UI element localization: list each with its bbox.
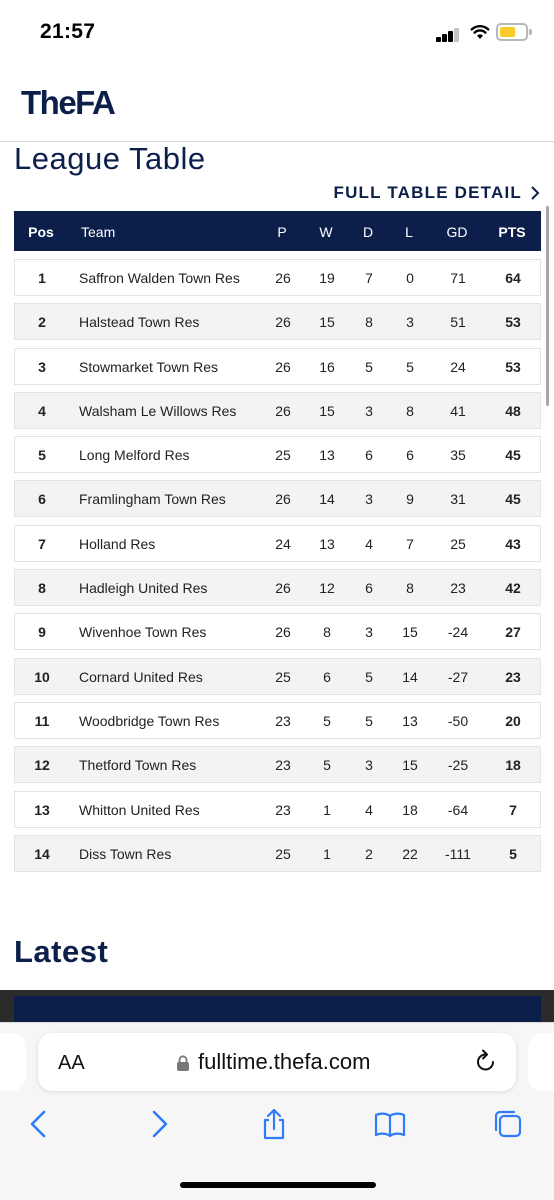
- table-row[interactable]: [14, 613, 541, 650]
- tabs-icon[interactable]: [492, 1108, 524, 1140]
- cell-pos: 9: [38, 624, 46, 641]
- cell-pts: 20: [505, 712, 521, 729]
- league-table-rows: [14, 259, 541, 879]
- cell-w: 15: [319, 314, 335, 331]
- next-tab-preview[interactable]: [528, 1033, 554, 1091]
- cell-l: 8: [406, 580, 414, 597]
- cell-p: 26: [275, 624, 291, 641]
- cell-gd: 23: [450, 580, 466, 597]
- previous-tab-preview[interactable]: [0, 1033, 26, 1091]
- cell-p: 23: [275, 801, 291, 818]
- cell-pts: 43: [505, 535, 521, 552]
- cell-l: 15: [402, 624, 418, 641]
- cell-pts: 5: [509, 845, 517, 862]
- chevron-right-icon: [530, 185, 540, 201]
- home-indicator[interactable]: [180, 1182, 376, 1188]
- cell-w: 12: [319, 580, 335, 597]
- cell-gd: 71: [450, 270, 466, 286]
- cell-team: Saffron Walden Town Res: [79, 270, 240, 286]
- text-size-button[interactable]: AA: [58, 1052, 85, 1074]
- cell-gd: 25: [450, 535, 466, 552]
- back-icon[interactable]: [24, 1108, 56, 1140]
- header-d: D: [362, 224, 374, 240]
- cell-team: Walsham Le Willows Res: [79, 402, 237, 419]
- cell-l: 18: [402, 801, 418, 818]
- cell-pts: 7: [509, 801, 517, 818]
- bookmarks-icon[interactable]: [374, 1108, 406, 1140]
- cell-l: 6: [406, 447, 414, 464]
- cell-w: 1: [323, 801, 331, 818]
- url-text[interactable]: fulltime.thefa.com: [198, 1049, 371, 1074]
- cell-pos: 11: [34, 712, 50, 729]
- table-row[interactable]: [14, 835, 541, 872]
- cell-pos: 13: [34, 801, 50, 818]
- status-bar: [0, 0, 554, 66]
- cell-d: 6: [365, 447, 373, 464]
- header-gd: GD: [446, 224, 468, 240]
- cell-d: 3: [365, 491, 373, 508]
- cell-l: 3: [406, 314, 414, 331]
- reload-icon[interactable]: [474, 1048, 498, 1074]
- cell-pos: 1: [38, 270, 46, 286]
- cell-l: 5: [406, 358, 414, 375]
- wifi-icon: [470, 23, 490, 41]
- cell-p: 23: [275, 757, 291, 774]
- cell-team: Cornard United Res: [79, 668, 203, 685]
- cell-pts: 45: [505, 491, 521, 508]
- cell-pos: 14: [34, 845, 50, 862]
- cell-d: 8: [365, 314, 373, 331]
- cell-pts: 23: [505, 668, 521, 685]
- cell-gd: -25: [447, 757, 469, 774]
- page-title: League Table: [14, 141, 206, 176]
- cell-team: Long Melford Res: [79, 447, 190, 464]
- cell-d: 3: [365, 402, 373, 419]
- forward-icon[interactable]: [142, 1108, 174, 1140]
- cell-pts: 45: [505, 447, 521, 464]
- cell-w: 13: [319, 535, 335, 552]
- cell-p: 26: [275, 580, 291, 597]
- signal-icon: [436, 26, 462, 42]
- table-row[interactable]: [14, 392, 541, 429]
- cell-gd: -50: [447, 712, 469, 729]
- cell-w: 5: [323, 712, 331, 729]
- cell-l: 22: [402, 845, 418, 862]
- cell-d: 5: [365, 668, 373, 685]
- table-row[interactable]: [14, 348, 541, 385]
- cell-w: 14: [319, 491, 335, 508]
- cell-pos: 12: [34, 757, 50, 774]
- cell-p: 26: [275, 402, 291, 419]
- cell-l: 9: [406, 491, 414, 508]
- cell-p: 23: [275, 712, 291, 729]
- cell-w: 19: [319, 270, 335, 286]
- cell-team: Wivenhoe Town Res: [79, 624, 207, 641]
- cell-d: 3: [365, 757, 373, 774]
- header-w: W: [319, 224, 333, 240]
- cell-pts: 64: [505, 270, 521, 286]
- status-time: 21:57: [40, 20, 96, 43]
- table-row[interactable]: [14, 480, 541, 517]
- cell-gd: -27: [447, 668, 469, 685]
- cell-pos: 8: [38, 580, 46, 597]
- cell-p: 26: [275, 491, 291, 508]
- table-row[interactable]: [14, 658, 541, 695]
- cell-w: 5: [323, 757, 331, 774]
- cell-pos: 10: [34, 668, 50, 685]
- cell-pts: 53: [505, 358, 521, 375]
- table-row[interactable]: [14, 569, 541, 606]
- cell-pos: 4: [38, 402, 46, 419]
- header-l: L: [405, 224, 413, 240]
- cell-w: 6: [323, 668, 331, 685]
- cell-pos: 6: [38, 491, 46, 508]
- cell-l: 7: [406, 535, 414, 552]
- cell-team: Hadleigh United Res: [79, 580, 208, 597]
- page-scrollbar[interactable]: [546, 206, 549, 406]
- cell-gd: -111: [445, 845, 471, 862]
- battery-cap: [529, 29, 532, 35]
- cell-w: 8: [323, 624, 331, 641]
- fa-logo[interactable]: TheFA: [21, 84, 115, 121]
- cell-gd: 31: [450, 491, 466, 508]
- cell-p: 25: [275, 668, 291, 685]
- cell-gd: 24: [450, 358, 466, 375]
- cell-d: 2: [365, 845, 373, 862]
- cell-team: Stowmarket Town Res: [79, 358, 219, 375]
- cell-p: 26: [275, 270, 291, 286]
- table-row[interactable]: [14, 303, 541, 340]
- table-row[interactable]: [14, 746, 541, 783]
- cell-gd: -24: [447, 624, 469, 641]
- table-row[interactable]: [14, 525, 541, 562]
- full-table-detail-label: FULL TABLE DETAIL: [333, 183, 522, 202]
- cell-d: 6: [365, 580, 373, 597]
- cell-team: Holland Res: [79, 535, 156, 552]
- cell-pts: 27: [505, 624, 521, 641]
- cell-team: Thetford Town Res: [79, 757, 197, 774]
- cell-team: Diss Town Res: [79, 845, 172, 862]
- cell-gd: 51: [450, 314, 466, 331]
- cell-d: 7: [365, 270, 373, 286]
- header-pts: PTS: [498, 224, 526, 240]
- table-row[interactable]: [14, 702, 541, 739]
- cell-p: 24: [275, 535, 291, 552]
- site-header: [0, 66, 554, 142]
- cell-p: 25: [275, 447, 291, 464]
- cell-w: 13: [319, 447, 335, 464]
- cell-w: 15: [319, 402, 335, 419]
- cell-pos: 7: [38, 535, 46, 552]
- header-team: Team: [81, 224, 116, 240]
- cell-d: 4: [365, 535, 373, 552]
- cell-p: 26: [275, 358, 291, 375]
- cell-pts: 18: [505, 757, 521, 774]
- cell-pos: 3: [38, 358, 46, 375]
- lock-icon: [176, 1055, 190, 1071]
- table-row[interactable]: [14, 259, 541, 296]
- cell-team: Whitton United Res: [79, 801, 200, 818]
- cell-d: 3: [365, 624, 373, 641]
- cell-p: 25: [275, 845, 291, 862]
- cell-p: 26: [275, 314, 291, 331]
- cell-l: 13: [402, 712, 418, 729]
- cell-pts: 48: [505, 402, 521, 419]
- cell-pos: 2: [38, 314, 46, 331]
- cell-d: 4: [365, 801, 373, 818]
- battery-icon: [496, 23, 528, 41]
- cell-d: 5: [365, 712, 373, 729]
- cell-gd: 35: [450, 447, 466, 464]
- cell-l: 15: [402, 757, 418, 774]
- cell-l: 8: [406, 402, 414, 419]
- table-row[interactable]: [14, 436, 541, 473]
- cell-l: 0: [406, 270, 414, 286]
- cell-pos: 5: [38, 447, 46, 464]
- league-table-header: [14, 211, 541, 251]
- cell-w: 16: [319, 358, 335, 375]
- share-icon[interactable]: [258, 1108, 290, 1140]
- cell-pts: 53: [505, 314, 521, 331]
- cell-d: 5: [365, 358, 373, 375]
- full-table-detail-link[interactable]: [334, 183, 541, 203]
- latest-title: Latest: [14, 934, 109, 969]
- cell-team: Framlingham Town Res: [79, 491, 226, 508]
- cell-team: Woodbridge Town Res: [79, 712, 220, 729]
- cell-gd: -64: [447, 801, 469, 818]
- cell-w: 1: [323, 845, 331, 862]
- cell-gd: 41: [450, 402, 466, 419]
- header-pos: Pos: [28, 224, 54, 240]
- cell-pts: 42: [505, 580, 521, 597]
- table-row[interactable]: [14, 791, 541, 828]
- cell-team: Halstead Town Res: [79, 314, 200, 331]
- cell-l: 14: [402, 668, 418, 685]
- header-p: P: [277, 224, 287, 240]
